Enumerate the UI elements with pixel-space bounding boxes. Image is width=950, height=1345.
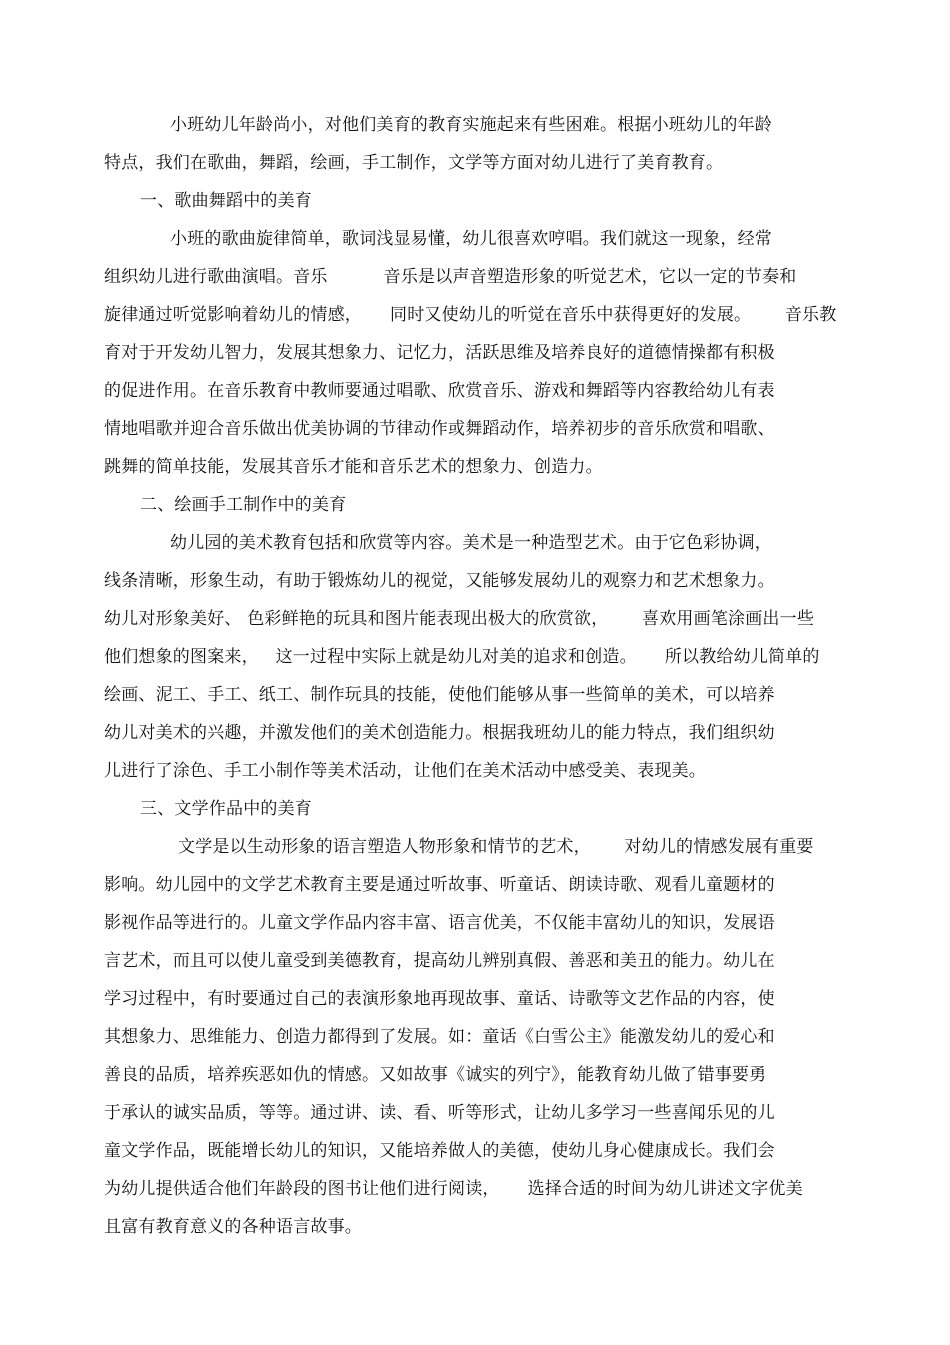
section-1-line-1: 小班的歌曲旋律简单，歌词浅显易懂，幼儿很喜欢哼唱。我们就这一现象，经常 bbox=[170, 229, 772, 249]
section-3-line-6: 其想象力、思维能力、创造力都得到了发展。如：童话《白雪公主》能激发幼儿的爱心和 bbox=[104, 1027, 775, 1047]
section-2-line-7: 儿进行了涂色、手工小制作等美术活动，让他们在美术活动中感受美、表现美。 bbox=[104, 761, 706, 781]
section-3-line-10: 为幼儿提供适合他们年龄段的图书让他们进行阅读， 选择合适的时间为幼儿讲述文字优美 bbox=[104, 1179, 803, 1199]
section-3-line-1: 文学是以生动形象的语言塑造人物形象和情节的艺术， 对幼儿的情感发展有重要 bbox=[178, 837, 814, 857]
section-3-line-5: 学习过程中，有时要通过自己的表演形象地再现故事、童话、诗歌等文艺作品的内容，使 bbox=[104, 989, 775, 1009]
section-2-line-3: 幼儿对形象美好、 色彩鲜艳的玩具和图片能表现出极大的欣赏欲， 喜欢用画笔涂画出一些 bbox=[104, 609, 815, 629]
section-1-heading: 一、歌曲舞蹈中的美育 bbox=[140, 191, 312, 211]
section-1-line-7: 跳舞的简单技能，发展其音乐才能和音乐艺术的想象力、创造力。 bbox=[104, 457, 603, 477]
intro-line-2: 特点，我们在歌曲，舞蹈，绘画，手工制作，文学等方面对幼儿进行了美育教育。 bbox=[104, 153, 724, 173]
section-1-line-2: 组织幼儿进行歌曲演唱。音乐 音乐是以声音塑造形象的听觉艺术，它以一定的节奏和 bbox=[104, 267, 797, 287]
section-1-line-3: 旋律通过听觉影响着幼儿的情感， 同时又使幼儿的听觉在音乐中获得更好的发展。 音乐教 bbox=[104, 305, 837, 325]
section-1-line-4: 育对于开发幼儿智力，发展其想象力、记忆力，活跃思维及培养良好的道德情操都有积极 bbox=[104, 343, 775, 363]
section-1-line-6: 情地唱歌并迎合音乐做出优美协调的节律动作或舞蹈动作，培养初步的音乐欣赏和唱歌、 bbox=[104, 419, 775, 439]
section-3-line-11: 且富有教育意义的各种语言故事。 bbox=[104, 1217, 362, 1237]
section-2-line-2: 线条清晰，形象生动，有助于锻炼幼儿的视觉，又能够发展幼儿的观察力和艺术想象力。 bbox=[104, 571, 775, 591]
section-3-line-7: 善良的品质，培养疾恶如仇的情感。又如故事《诚实的列宁》，能教育幼儿做了错事要勇 bbox=[104, 1065, 767, 1085]
section-3-line-3: 影视作品等进行的。儿童文学作品内容丰富、语言优美，不仅能丰富幼儿的知识，发展语 bbox=[104, 913, 775, 933]
section-1-line-5: 的促进作用。在音乐教育中教师要通过唱歌、欣赏音乐、游戏和舞蹈等内容教给幼儿有表 bbox=[104, 381, 775, 401]
section-2-line-4: 他们想象的图案来， 这一过程中实际上就是幼儿对美的追求和创造。 所以教给幼儿简单的 bbox=[104, 647, 820, 667]
section-2-heading: 二、绘画手工制作中的美育 bbox=[140, 495, 347, 515]
intro-line-1: 小班幼儿年龄尚小，对他们美育的教育实施起来有些困难。根据小班幼儿的年龄 bbox=[170, 115, 772, 135]
section-3-line-4: 言艺术，而且可以使儿童受到美德教育，提高幼儿辨别真假、善恶和美丑的能力。幼儿在 bbox=[104, 951, 775, 971]
section-2-line-5: 绘画、泥工、手工、纸工、制作玩具的技能，使他们能够从事一些简单的美术，可以培养 bbox=[104, 685, 775, 705]
section-3-line-8: 于承认的诚实品质，等等。通过讲、读、看、听等形式，让幼儿多学习一些喜闻乐见的儿 bbox=[104, 1103, 775, 1123]
section-2-line-6: 幼儿对美术的兴趣，并激发他们的美术创造能力。根据我班幼儿的能力特点，我们组织幼 bbox=[104, 723, 775, 743]
section-3-line-9: 童文学作品，既能增长幼儿的知识，又能培养做人的美德，使幼儿身心健康成长。我们会 bbox=[104, 1141, 775, 1161]
section-2-line-1: 幼儿园的美术教育包括和欣赏等内容。美术是一种造型艺术。由于它色彩协调， bbox=[170, 533, 772, 553]
section-3-heading: 三、文学作品中的美育 bbox=[140, 799, 312, 819]
section-3-line-2: 影响。幼儿园中的文学艺术教育主要是通过听故事、听童话、朗读诗歌、观看儿童题材的 bbox=[104, 875, 775, 895]
